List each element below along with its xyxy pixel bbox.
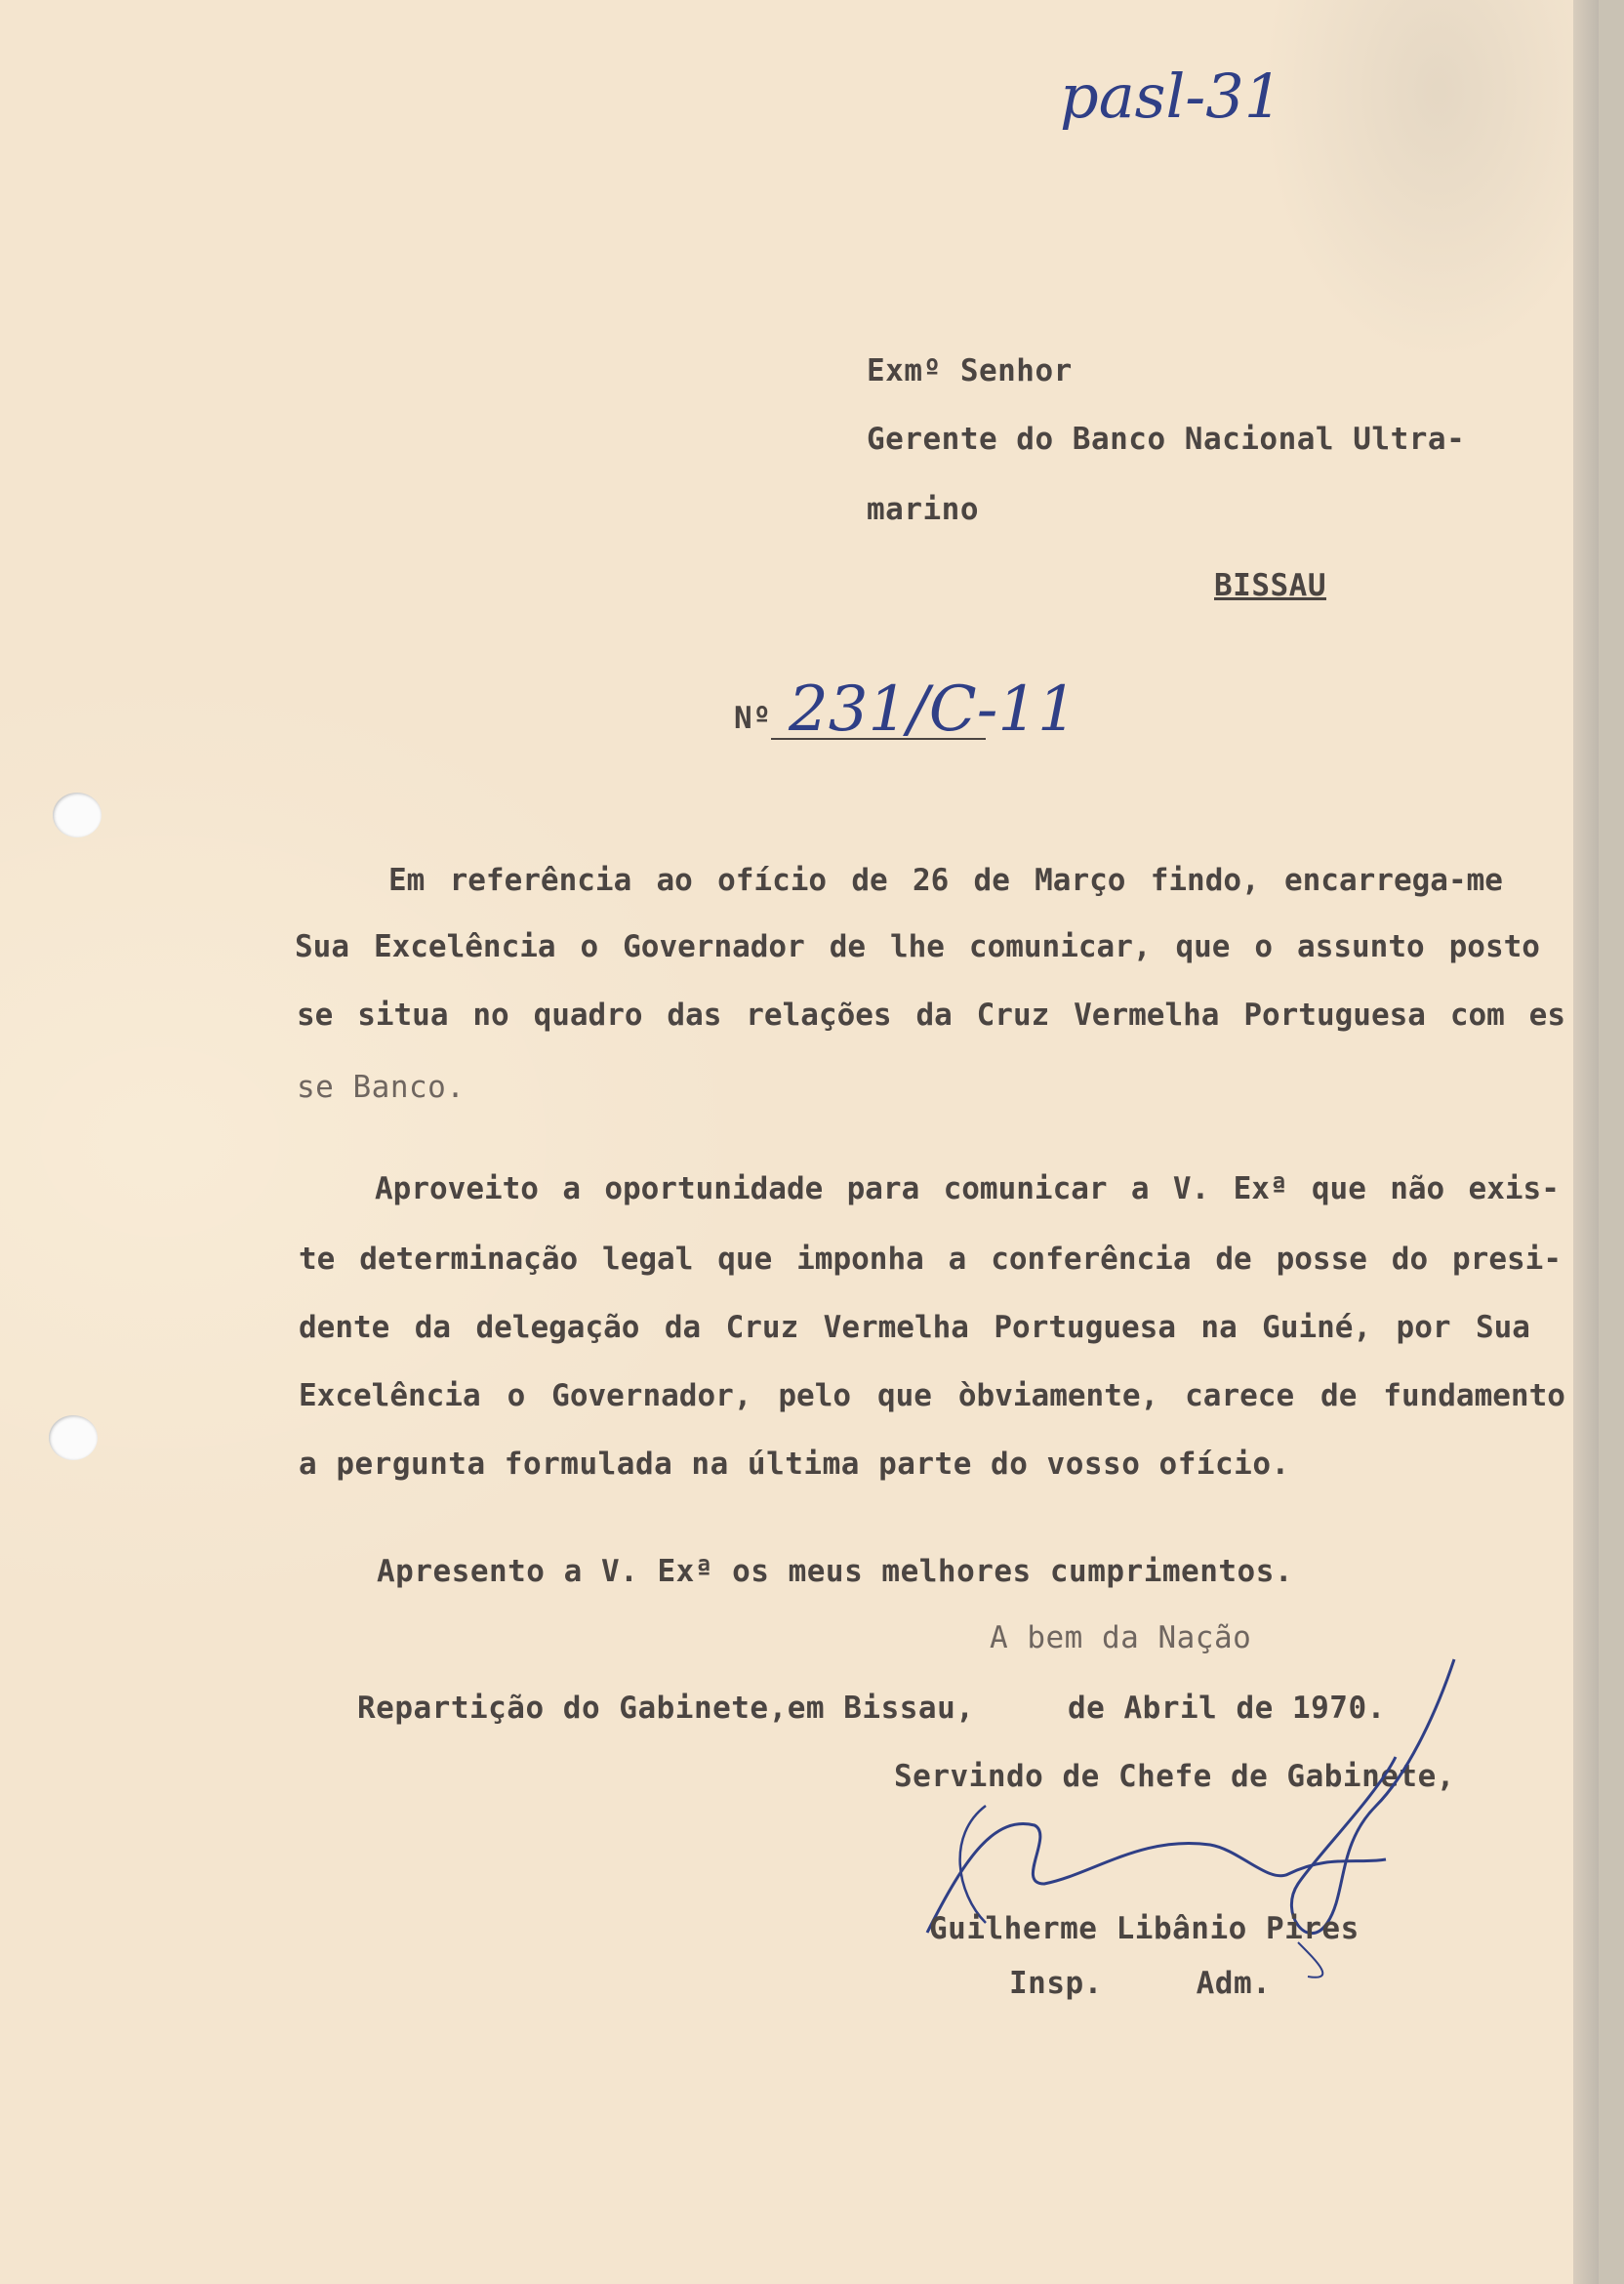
recipient-city: BISSAU [1214, 568, 1326, 603]
signatory-role: Servindo de Chefe de Gabinete, [894, 1759, 1455, 1794]
signatory-title: Insp. Adm. [1009, 1966, 1272, 2001]
paragraph-1-line-1: Em referência ao ofício de 26 de Março findo, encarrega-me [388, 863, 1503, 898]
paragraph-2-line-5: a pergunta formulada na última parte do vosso ofício. [299, 1447, 1290, 1482]
page-edge [1573, 0, 1599, 2284]
document-number-handwritten: 231/C-11 [789, 673, 1077, 746]
recipient-salutation: Exmº Senhor [867, 353, 1073, 388]
paragraph-2-line-3: dente da delegação da Cruz Vermelha Portuguesa na Guiné, por Sua [299, 1310, 1530, 1345]
paragraph-2-line-2: te determinação legal que imponha a conferência de posse do presi- [299, 1242, 1562, 1277]
recipient-line-2: Gerente do Banco Nacional Ultra- [867, 422, 1466, 457]
recipient-line-3: marino [867, 492, 979, 527]
punch-hole-top [53, 793, 102, 837]
paragraph-1-line-4: se Banco. [297, 1070, 466, 1105]
paragraph-3: Apresento a V. Exª os meus melhores cumprimentos. [377, 1554, 1294, 1589]
closing-motto: A bem da Nação [990, 1620, 1252, 1655]
archive-reference-note: pasl-31 [1060, 61, 1283, 132]
punch-hole-bottom [49, 1415, 98, 1460]
document-number-prefix: Nº [734, 701, 772, 736]
closing-date: de Abril de 1970. [1068, 1691, 1386, 1726]
signatory-name: Guilherme Libânio Pires [929, 1911, 1360, 1946]
closing-place: Repartição do Gabinete,em Bissau, [357, 1691, 975, 1726]
paragraph-1-line-3: se situa no quadro das relações da Cruz Vermelha Portuguesa com es [297, 998, 1565, 1033]
paragraph-1-line-2: Sua Excelência o Governador de lhe comunicar, que o assunto posto [295, 929, 1540, 964]
paragraph-2-line-1: Aproveito a oportunidade para comunicar a V. Exª que não exis- [375, 1171, 1560, 1206]
paragraph-2-line-4: Excelência o Governador, pelo que òbviamente, carece de fundamento [299, 1378, 1565, 1413]
